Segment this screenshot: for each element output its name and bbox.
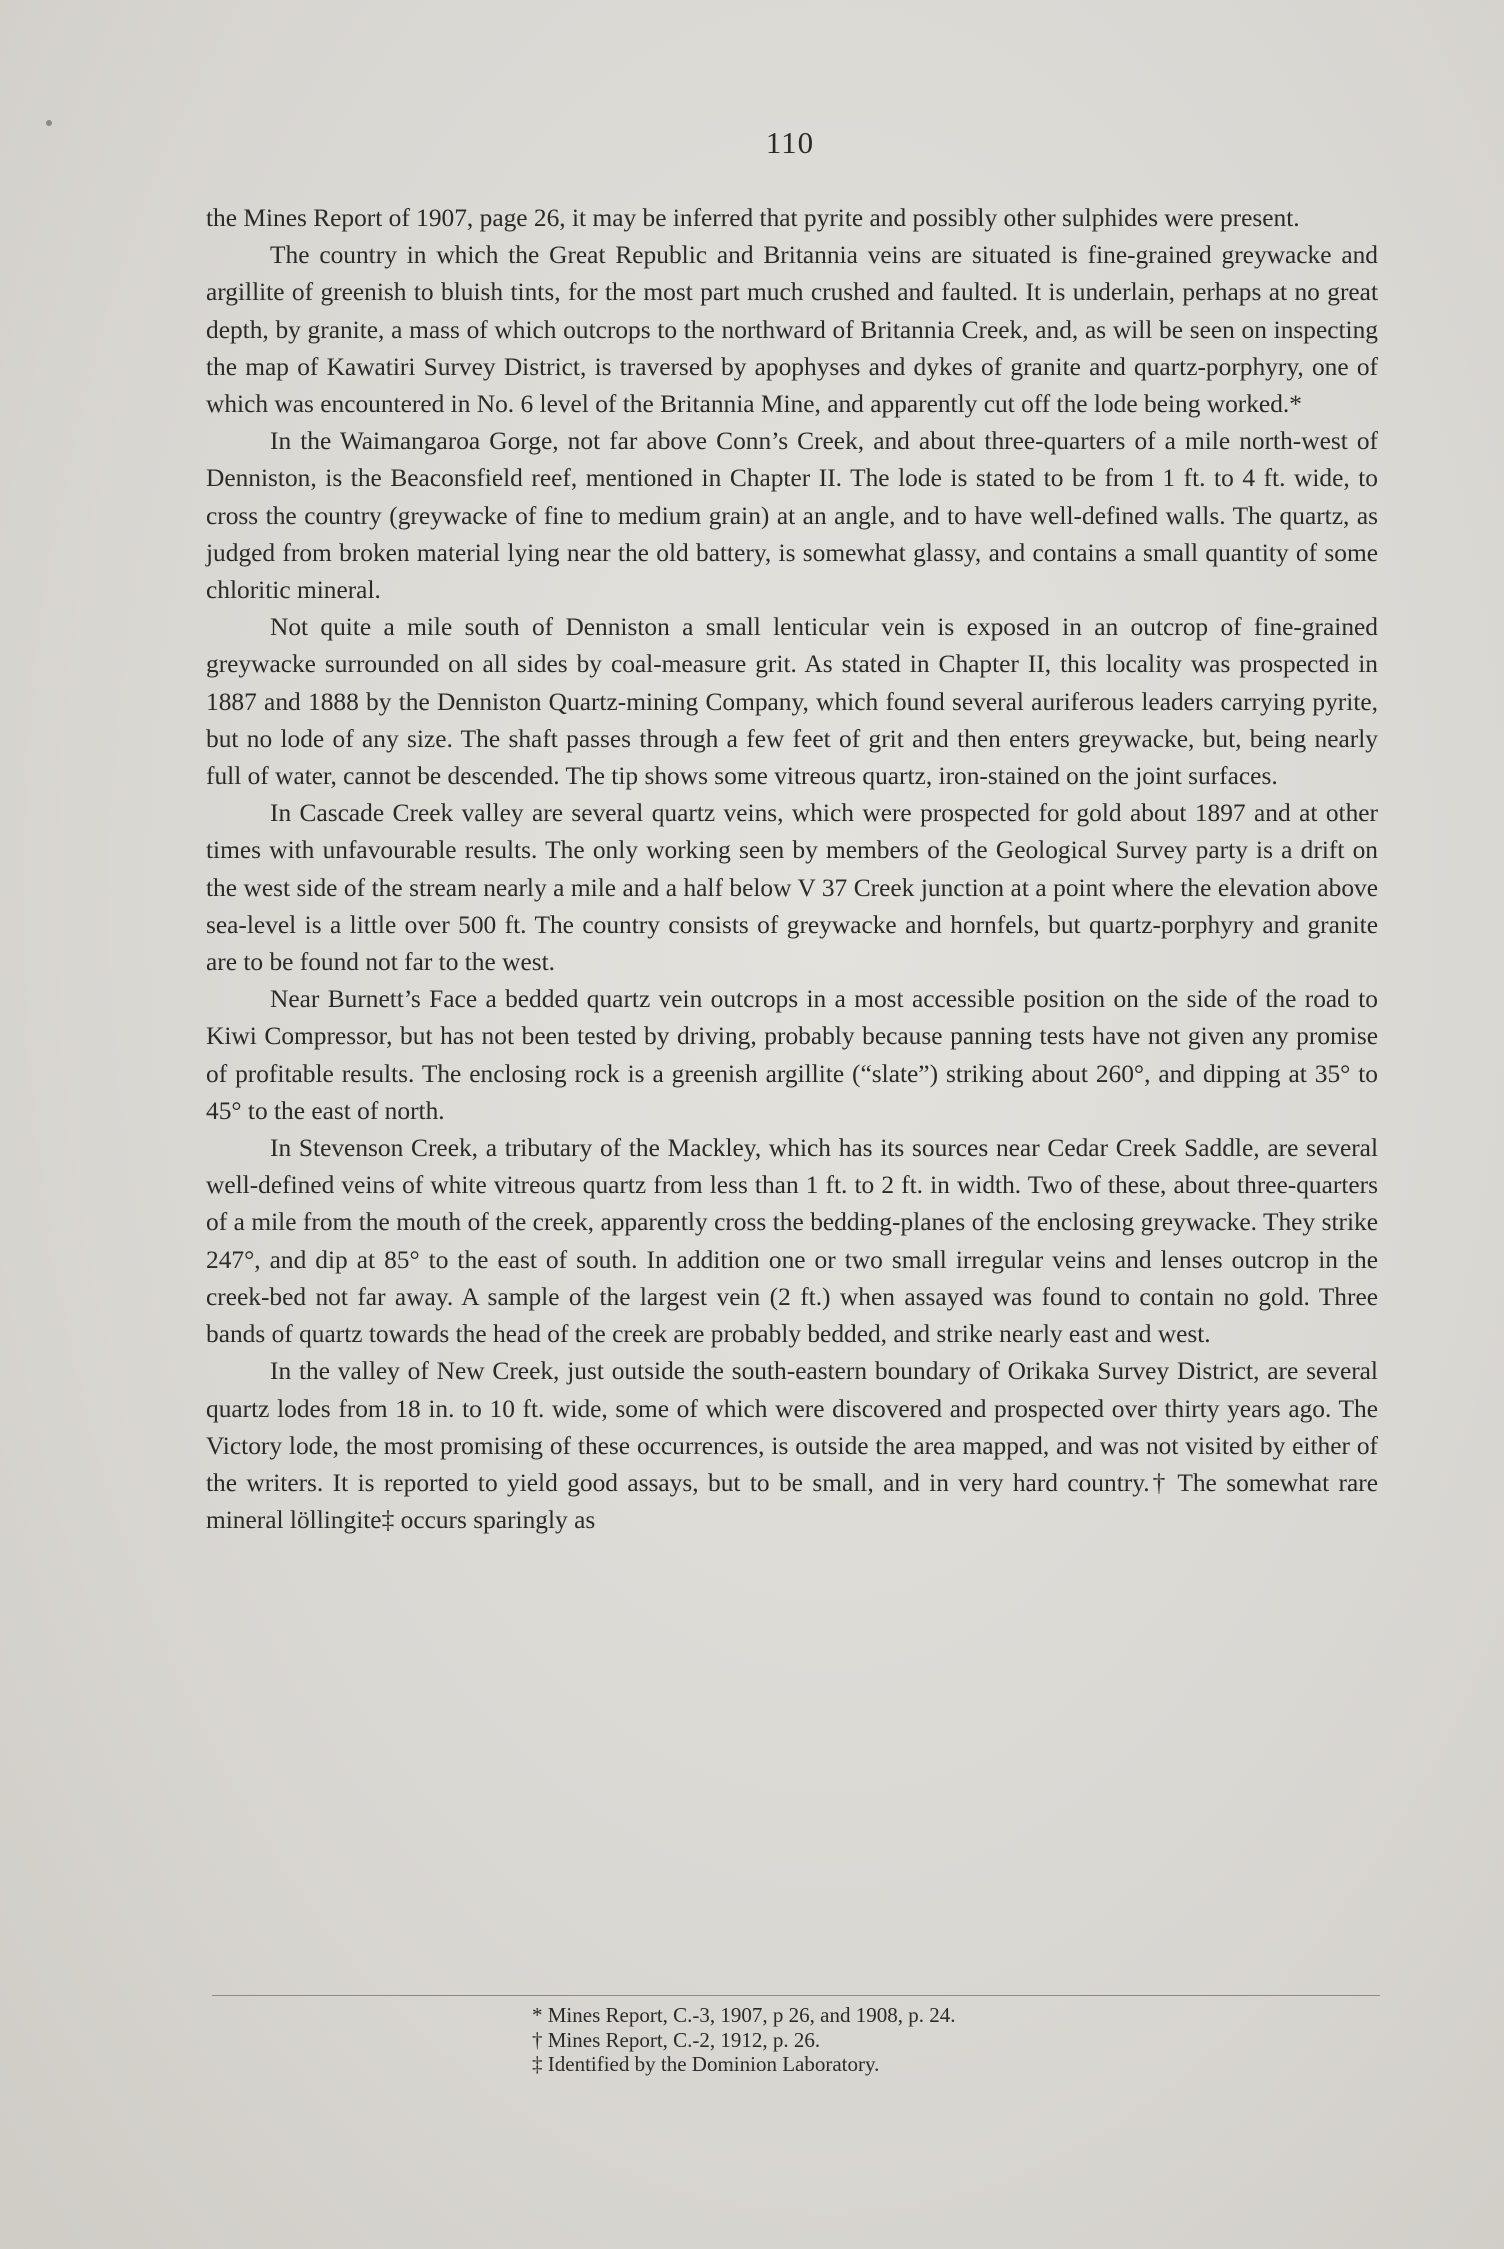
body-text [206,200,1378,1539]
paragraph: In Stevenson Creek, a tributary of the Mackley, which has its sources near Cedar Creek Saddle, are several well-defined veins of white vitreous quartz from less than 1 ft. to 2 ft. in width. Two of these, about three-quarters of a mile from the mouth of the creek, apparently cross the bedding-planes of the enclosing greywacke. They strike 247°, and dip at 85° to the east of south. In addition one or two small irregular veins and lenses outcrop in the creek-bed not far away. A sample of the largest vein (2 ft.) when assayed was found to contain no gold. Three bands of quartz towards the head of the creek are probably bedded, and strike nearly east and west. [206,1134,1378,1349]
page-number: 110 [765,125,815,160]
paragraph: the Mines Report of 1907, page 26, it may be inferred that pyrite and possibly other sulphides were present. [206,204,1300,232]
footnote-divider [212,1995,1380,1996]
footnotes [532,2003,1232,2077]
footnote: * Mines Report, C.-3, 1907, p 26, and 1908, p. 24. [532,2003,956,2027]
paragraph: In Cascade Creek valley are several quartz veins, which were prospected for gold about 1897 and at other times with unfavourable results. The only working seen by members of the Geological Survey party is a drift on the west side of the stream nearly a mile and a half below V 37 Creek junction at a point where the elevation above sea-level is a little over 500 ft. The country consists of greywacke and hornfels, but quartz-porphyry and granite are to be found not far to the west. [206,799,1378,977]
footnote: † Mines Report, C.-2, 1912, p. 26. [532,2027,821,2052]
paragraph: Near Burnett’s Face a bedded quartz vein outcrops in a most accessible position on the side of the road to Kiwi Compressor, but has not been tested by driving, probably because panning tests have not given any promise of profitable results. The enclosing rock is a greenish argillite (“slate”) striking about 260°, and dipping at 35° to 45° to the east of north. [206,985,1378,1125]
paragraph: The country in which the Great Republic and Britannia veins are situated is fine-grained greywacke and argillite of greenish to bluish tints, for the most part much crushed and faulted. It is underlain, perhaps at no great depth, by granite, a mass of which outcrops to the northward of Britannia Creek, and, as will be seen on inspecting the map of Kawatiri Survey District, is traversed by apophyses and dykes of granite and quartz-porphyry, one of which was encountered in No. 6 level of the Britannia Mine, and apparently cut off the lode being worked.* [206,241,1378,419]
paragraph: Not quite a mile south of Denniston a small lenticular vein is exposed in an outcrop of fine-grained greywacke surrounded on all sides by coal-measure grit. As stated in Chapter II, this locality was prospected in 1887 and 1888 by the Denniston Quartz-mining Company, which found several auriferous leaders carrying pyrite, but no lode of any size. The shaft passes through a few feet of grit and then enters greywacke, but, being nearly full of water, cannot be descended. The tip shows some vitreous quartz, iron-stained on the joint surfaces. [206,613,1378,791]
paragraph: In the Waimangaroa Gorge, not far above Conn’s Creek, and about three-quarters of a mile north-west of Denniston, is the Beaconsfield reef, mentioned in Chapter II. The lode is stated to be from 1 ft. to 4 ft. wide, to cross the country (greywacke of fine to medium grain) at an angle, and to have well-defined walls. The quartz, as judged from broken material lying near the old battery, is somewhat glassy, and contains a small quantity of some chloritic mineral. [206,427,1378,605]
paragraph: In the valley of New Creek, just outside the south-eastern boundary of Orikaka Survey District, are several quartz lodes from 18 in. to 10 ft. wide, some of which were discovered and prospected over thirty years ago. The Victory lode, the most promising of these occurrences, is outside the area mapped, and was not visited by either of the writers. It is reported to yield good assays, but to be small, and in very hard country.† The somewhat rare mineral löllingite‡ occurs sparingly as [206,1357,1378,1535]
footnote: ‡ Identified by the Dominion Laboratory. [532,2052,880,2076]
